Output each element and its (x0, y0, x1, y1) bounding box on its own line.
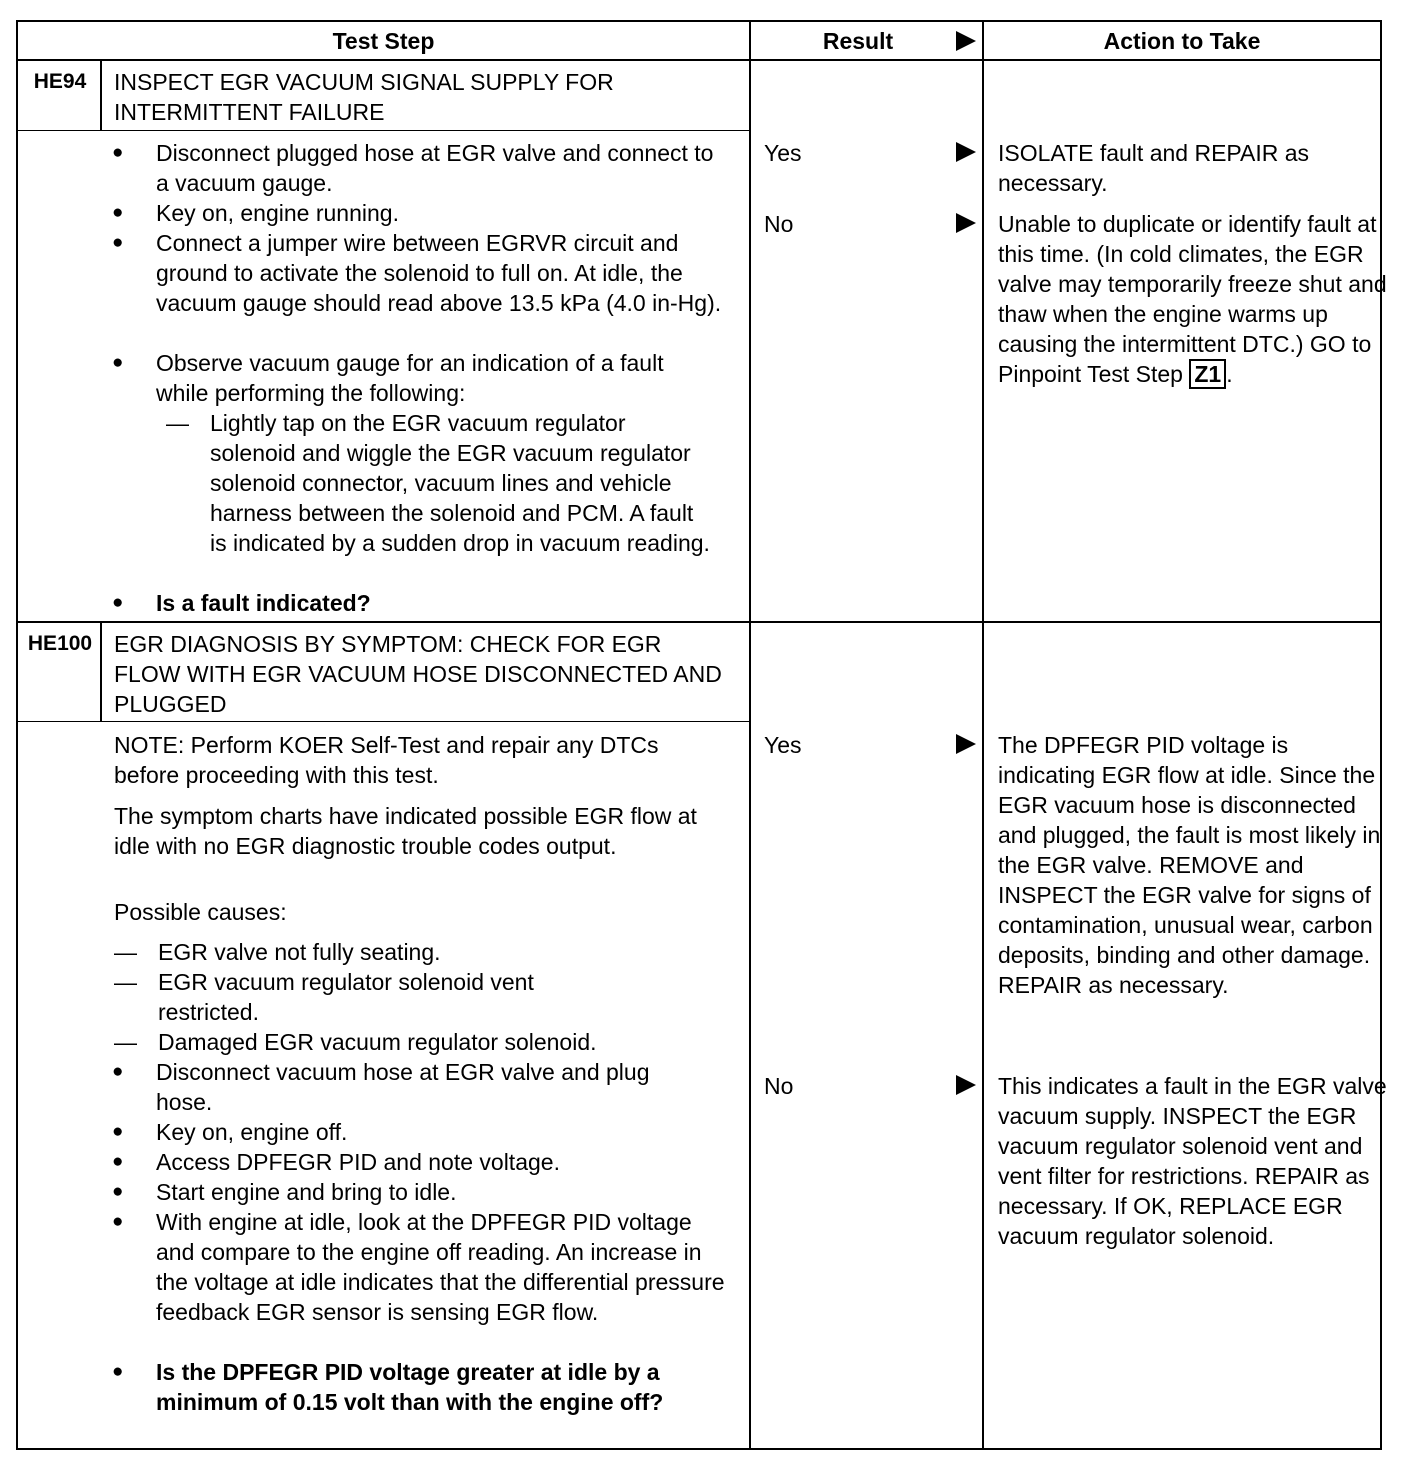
he100-code: HE100 (27, 632, 93, 655)
he100-cause-1: — EGR valve not fully seating. (158, 937, 718, 967)
he94-no-action-text: Unable to duplicate or identify fault at this time. (In cold climates, the EGR valve may temporarily freeze shut and thaw when the engine warms up causing the intermittent DTC.) GO to Pinpoint Test Step (998, 211, 1387, 387)
header-arrow-icon (956, 31, 976, 51)
he100-yes-action: The DPFEGR PID voltage is indicating EGR flow at idle. Since the EGR vacuum hose is disconnected and plugged, the fault is most likely in the EGR valve. REMOVE and INSPECT the EGR valve for signs of contamination, unusual wear, carbon deposits, binding and other damage. REPAIR as necessary. (998, 732, 1381, 998)
he100-title: EGR DIAGNOSIS BY SYMPTOM: CHECK FOR EGR FLOW WITH EGR VACUUM HOSE DISCONNECTED AND PLUGGED (114, 631, 722, 717)
he100-yes-arrow-icon (956, 734, 976, 754)
he94-title-divider (16, 130, 750, 131)
table-bottom-border (16, 1448, 1382, 1450)
he94-no-label: No (764, 211, 794, 237)
he100-causes-label: Possible causes: (114, 899, 287, 925)
action-column-border (982, 20, 984, 1450)
he94-sub-step: — Lightly tap on the EGR vacuum regulator solenoid and wiggle the EGR vacuum regulator solenoid connector, vacuum lines and vehicle harness between the solenoid and PCM. A fault is indicated by a sudden drop in vacuum reading. (210, 408, 710, 558)
he100-title-divider (16, 721, 750, 722)
he94-yes-arrow-icon (956, 142, 976, 162)
he94-no-action (998, 209, 1388, 389)
pinpoint-step-link[interactable]: Z1 (1189, 359, 1226, 389)
he94-step-3: ● Connect a jumper wire between EGRVR circuit and ground to activate the solenoid to full on. At idle, the vacuum gauge should read above 13.5 kPa (4.0 in-Hg). (156, 228, 726, 318)
he100-no-arrow-icon (956, 1075, 976, 1095)
he100-step-5: ● With engine at idle, look at the DPFEGR PID voltage and compare to the engine off reading. An increase in the voltage at idle indicates that the differential pressure feedback EGR sensor is sensing EGR flow. (156, 1207, 726, 1327)
he100-no-label: No (764, 1073, 794, 1099)
he100-yes-label: Yes (764, 732, 802, 758)
he94-title: INSPECT EGR VACUUM SIGNAL SUPPLY FOR INTERMITTENT FAILURE (114, 69, 614, 125)
he100-step-2: ● Key on, engine off. (156, 1117, 716, 1147)
he100-question: ● Is the DPFEGR PID voltage greater at idle by a minimum of 0.15 volt than with the engine off? (156, 1357, 726, 1417)
header-action: Action to Take (1103, 27, 1261, 54)
he100-step-4: ● Start engine and bring to idle. (156, 1177, 716, 1207)
he94-yes-action: ISOLATE fault and REPAIR as necessary. (998, 140, 1310, 196)
he100-step-1: ● Disconnect vacuum hose at EGR valve and plug hose. (156, 1057, 686, 1117)
he94-question: ● Is a fault indicated? (156, 588, 716, 618)
he94-no-action-end: . (1226, 361, 1233, 387)
he100-code-divider (100, 621, 102, 722)
he94-code: HE94 (33, 70, 87, 93)
result-column-border (749, 20, 751, 1450)
he100-intro: The symptom charts have indicated possible EGR flow at idle with no EGR diagnostic trouble codes output. (114, 803, 697, 859)
he100-no-action: This indicates a fault in the EGR valve vacuum supply. INSPECT the EGR vacuum regulator solenoid vent and vent filter for restrictions. REPAIR as necessary. If OK, REPLACE EGR vacuum regulator solenoid. (998, 1073, 1387, 1249)
step-divider (16, 621, 1382, 623)
he94-step-2: ● Key on, engine running. (156, 198, 716, 228)
he100-cause-3: — Damaged EGR vacuum regulator solenoid. (158, 1027, 718, 1057)
header-test-step: Test Step (332, 27, 435, 54)
he94-step-4: ● Observe vacuum gauge for an indication of a fault while performing the following: (156, 348, 716, 408)
he94-step-1: ● Disconnect plugged hose at EGR valve and connect to a vacuum gauge. (156, 138, 716, 198)
he100-step-3: ● Access DPFEGR PID and note voltage. (156, 1147, 716, 1177)
he94-yes-label: Yes (764, 140, 802, 166)
he100-cause-2: — EGR vacuum regulator solenoid vent restricted. (158, 967, 618, 1027)
he100-note: NOTE: Perform KOER Self-Test and repair any DTCs before proceeding with this test. (114, 732, 659, 788)
header-result: Result (822, 27, 894, 54)
he94-code-divider (100, 59, 102, 131)
he94-no-arrow-icon (956, 213, 976, 233)
table-left-border (16, 20, 18, 1450)
